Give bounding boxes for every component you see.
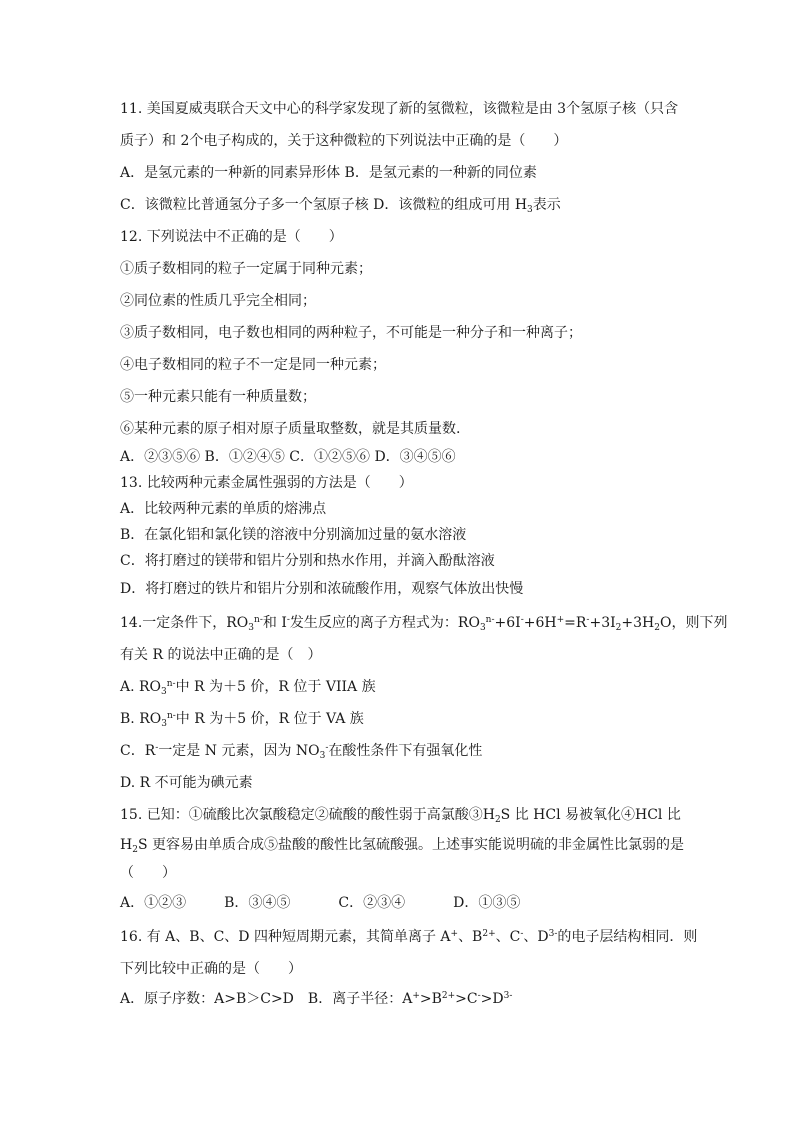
q14-option-a: A. $RO_3^{n-}$中 R 为＋5 价，R 位于 VIIA 族 (120, 679, 376, 697)
q11-subscript: 3 (527, 205, 533, 215)
q13-option: A．比较两种元素的单质的熔沸点 (120, 501, 327, 517)
q12-item: ②同位素的性质几乎完全相同； (120, 293, 316, 309)
q12-item: ①质子数相同的粒子一定属于同种元素； (120, 261, 372, 277)
q14-option-b: B. $RO_3^{n-}$中 R 为＋5 价，R 位于 VA 族 (120, 711, 364, 729)
q12-item: ⑤一种元素只能有一种质量数； (120, 389, 316, 405)
q14-stem-line1: 14.一定条件下，$RO_3^{n-}$和 I-发生反应的离子方程式为：$RO_3^{n-}+6I^-+6H^+=R^-+3I_2+3H_2O$，则下列 (120, 615, 728, 633)
q11-options-row1: A．是氢元素的一种新的同素异形体 B．是氢元素的一种新的同位素 (120, 165, 537, 181)
q12-stem: 12. 下列说法中不正确的是（ ） (120, 229, 343, 245)
q16-stem-line2: 下列比较中正确的是（ ） (120, 961, 302, 977)
q12-item: ③质子数相同，电子数也相同的两种粒子，不可能是一种分子和一种离子； (120, 325, 582, 341)
q14-option-c: C．R-一定是 N 元素，因为 $NO_3^-$在酸性条件下有强氧化性 (120, 743, 483, 761)
q15-option: D．①③⑤ (453, 895, 521, 911)
q13-option: C．将打磨过的镁带和铝片分别和热水作用，并滴入酚酞溶液 (120, 553, 495, 569)
q15-option: B．③④⑤ (224, 895, 291, 911)
q12-item: ⑥某种元素的原子相对原子质量取整数，就是其质量数. (120, 421, 461, 437)
q11-stem-line2: 质子）和 2个电子构成的，关于这种微粒的下列说法中正确的是（ ） (120, 133, 568, 149)
q11-options-row2-suffix: 表示 (532, 197, 561, 213)
q13-option: B．在氯化铝和氯化镁的溶液中分别滴加过量的氨水溶液 (120, 527, 467, 543)
q13-stem: 13. 比较两种元素金属性强弱的方法是（ ） (120, 475, 413, 491)
q11-options-row2-prefix: C．该微粒比普通氢分子多一个氢原子核 D．该微粒的组成可用 H (120, 197, 528, 213)
q15-option: A．①②③ (120, 895, 187, 911)
q15-stem-line1: 15. 已知：①硫酸比次氯酸稳定②硫酸的酸性弱于高氯酸$③H_2S$ 比 HCl 易被氧化④HCl 比 (120, 807, 681, 825)
q16-stem-line1: 16. 有 A、B、C、D 四种短周期元素，其简单离子 A+、$B^{2+}$、C-、$D^{3-}$的电子层结构相同．则 (120, 929, 698, 945)
q15-option: C．②③④ (338, 895, 406, 911)
q13-option: D．将打磨过的铁片和铝片分别和浓硫酸作用，观察气体放出快慢 (120, 581, 524, 597)
q12-item: ④电子数相同的粒子不一定是同一种元素； (120, 357, 386, 373)
q14-option-d: D. R 不可能为碘元素 (120, 775, 253, 791)
q15-options (120, 894, 520, 912)
q11-stem-line1: 11. 美国夏威夷联合天文中心的科学家发现了新的氢微粒，该微粒是由 3个氢原子核（只含 (120, 101, 679, 117)
q12-options: A．②③⑤⑥ B．①②④⑤ C．①②⑤⑥ D．③④⑤⑥ (120, 449, 456, 465)
q15-answer-paren: （ ） (120, 865, 176, 881)
q15-stem-line2: $H_2S$ 更容易由单质合成⑤盐酸的酸性比氢硫酸强。上述事实能说明硫的非金属性比氯弱的是 (120, 837, 684, 855)
q14-stem-line2: 有关 R 的说法中正确的是（ ） (120, 647, 322, 663)
q16-options-row: A．原子序数：A>B＞C>D B．离子半径：$A^+>B^{2+}>C^->D^{3-}$ (120, 991, 513, 1007)
q11-options-row2 (120, 196, 561, 214)
